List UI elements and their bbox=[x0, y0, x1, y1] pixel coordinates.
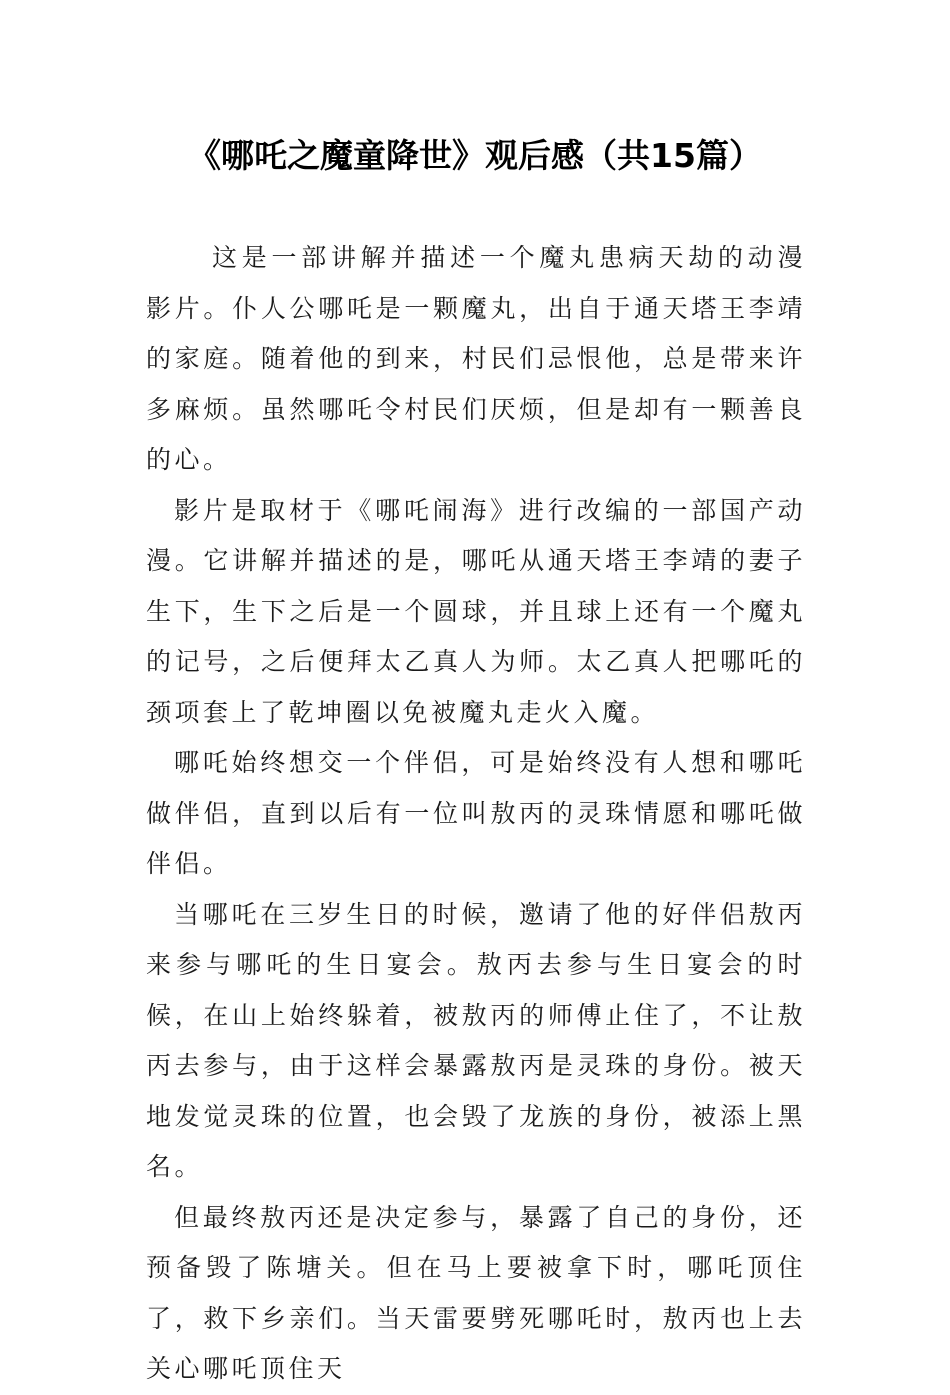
paragraph-2: 影片是取材于《哪吒闹海》进行改编的一部国产动漫。它讲解并描述的是，哪吒从通天塔王李靖的妻子生下，生下之后是一个圆球，并且球上还有一个魔丸的记号，之后便拜太乙真人为师。太乙真人把哪吒的颈项套上了乾坤圈以免被魔丸走火入魔。 bbox=[146, 495, 806, 727]
paragraph-3: 哪吒始终想交一个伴侣，可是始终没有人想和哪吒做伴侣，直到以后有一位叫敖丙的灵珠情愿和哪吒做伴侣。 bbox=[146, 748, 806, 878]
paragraph-5: 但最终敖丙还是决定参与，暴露了自己的身份，还预备毁了陈塘关。但在马上要被拿下时，哪吒顶住了，救下乡亲们。当天雷要劈死哪吒时，敖丙也上去关心哪吒顶住天 bbox=[146, 1202, 806, 1383]
paragraph-4: 当哪吒在三岁生日的时候，邀请了他的好伴侣敖丙来参与哪吒的生日宴会。敖丙去参与生日宴会的时候，在山上始终躲着，被敖丙的师傅止住了，不让敖丙去参与，由于这样会暴露敖丙是灵珠的身份。被天地发觉灵珠的位置，也会毁了龙族的身份，被添上黑名。 bbox=[146, 899, 806, 1181]
document-title: 《哪吒之魔童降世》观后感（共15篇） bbox=[188, 136, 762, 175]
document-body bbox=[146, 233, 806, 1395]
paragraph-1: 这是一部讲解并描述一个魔丸患病天劫的动漫影片。仆人公哪吒是一颗魔丸，出自于通天塔王李靖的家庭。随着他的到来，村民们忌恨他，总是带来许多麻烦。虽然哪吒令村民们厌烦，但是却有一颗善良的心。 bbox=[146, 243, 806, 474]
